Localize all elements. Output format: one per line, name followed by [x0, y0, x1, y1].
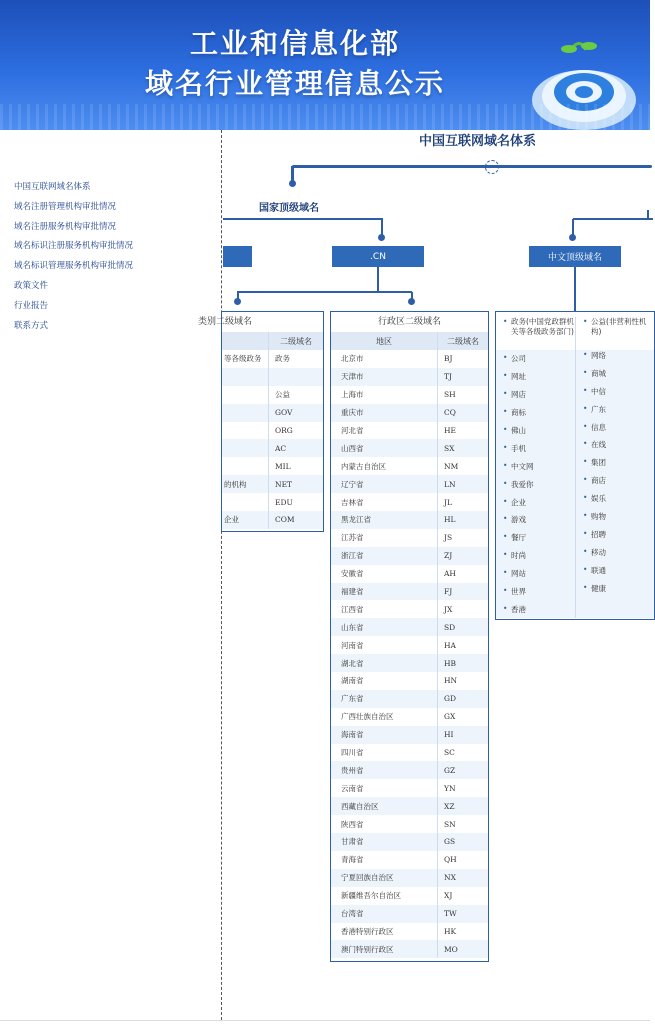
table-row: [222, 368, 323, 386]
connector-node: [485, 160, 499, 174]
table-cell: NX: [437, 869, 488, 887]
table-cell: • 我爱你: [496, 479, 575, 490]
table-cell: • 世界: [496, 586, 575, 597]
table-row: [331, 529, 488, 547]
table-cell: 河北省: [341, 426, 364, 435]
table-row: [496, 404, 654, 422]
table-cell: • 商城: [575, 368, 654, 386]
national-tld-label: 国家顶级域名: [259, 203, 319, 214]
diagram-title: 中国互联网域名体系: [419, 134, 537, 149]
table-row: [331, 493, 488, 511]
table-cell: CQ: [437, 404, 488, 422]
table-cell: HL: [437, 511, 488, 529]
connector: [377, 267, 379, 291]
table-cell: 贵州省: [341, 765, 364, 775]
table-row: [496, 439, 654, 457]
table-cell: SN: [437, 815, 488, 833]
table-cell: • 网址: [496, 371, 575, 382]
table-cell: • 网站: [496, 568, 575, 579]
connector-node: [408, 298, 415, 305]
table-cell: • 公司: [496, 353, 575, 364]
chinese-tld-box: 中文顶级域名: [529, 246, 621, 267]
table-row: [331, 672, 488, 690]
table-cell: GX: [437, 708, 488, 726]
table-cell: 陕西省: [341, 819, 364, 829]
connector: [647, 210, 649, 219]
connector-node: [569, 234, 576, 241]
cn-tld-box: .CN: [332, 246, 424, 267]
region-sld-caption: 行政区二级域名: [377, 317, 441, 327]
table-cell: GD: [437, 690, 488, 708]
table-cell: • 时尚: [496, 550, 575, 561]
table-cell: XZ: [437, 797, 488, 815]
table-row: [222, 493, 323, 511]
table-row: [331, 887, 488, 905]
connector: [223, 218, 383, 220]
table-cell: 安徽省: [341, 569, 364, 579]
table-cell: SC: [437, 744, 488, 762]
table-cell: HA: [437, 636, 488, 654]
table-header: 二级域名: [222, 332, 323, 350]
table-row: [496, 493, 654, 511]
table-row: [496, 475, 654, 493]
table-row: [331, 869, 488, 887]
table-cell: • 联通: [575, 565, 654, 583]
connector-node: [234, 298, 241, 305]
table-cell: 云南省: [341, 783, 364, 793]
table-cell: • 招聘: [575, 529, 654, 547]
table-cell: FJ: [437, 583, 488, 601]
table-cell: 等各级政务: [224, 354, 262, 364]
table-cell: 辽宁省: [341, 479, 364, 489]
table-cell: • 信息: [575, 422, 654, 440]
table-row: [331, 708, 488, 726]
table-row: [331, 690, 488, 708]
table-row: [331, 439, 488, 457]
table-row: [331, 386, 488, 404]
connector: [574, 267, 576, 311]
nav-item-domain-system[interactable]: 中国互联网域名体系: [14, 182, 91, 192]
table-cell: 湖南省: [341, 676, 364, 686]
table-cell: • 健康: [575, 583, 654, 601]
table-cell: XJ: [437, 887, 488, 905]
header-title-line1: 工业和信息化部: [189, 27, 400, 60]
category-sld-table: [198, 311, 324, 532]
table-row: [496, 547, 654, 565]
table-row: [496, 350, 654, 368]
table-cell: • 中信: [575, 386, 654, 404]
table-row: [331, 475, 488, 493]
table-row: [331, 404, 488, 422]
table-row: [331, 457, 488, 475]
table-cell: • 商标: [496, 407, 575, 418]
region-sld-table: [330, 311, 489, 962]
table-cell: QH: [437, 851, 488, 869]
footer-divider: [0, 1020, 650, 1021]
table-row: [331, 511, 488, 529]
table-cell: JS: [437, 529, 488, 547]
table-cell: 企业: [224, 515, 239, 525]
table-cell: 新疆维吾尔自治区: [341, 891, 401, 901]
sidebar-nav: [14, 178, 133, 336]
table-cell: HE: [437, 422, 488, 440]
table-cell: 黑龙江省: [341, 515, 371, 525]
table-row: [331, 923, 488, 941]
header-banner: [0, 0, 650, 130]
table-cell: 广东省: [341, 694, 364, 704]
table-row: [331, 636, 488, 654]
table-row: [496, 600, 654, 618]
table-cell: • 移动: [575, 547, 654, 565]
table-cell: 广西壮族自治区: [341, 712, 394, 722]
table-cell: • 香港: [496, 604, 575, 615]
table-cell: 政务: [268, 350, 323, 368]
table-cell: 公益: [268, 386, 323, 404]
nav-item-industry-reports[interactable]: 行业报告: [14, 300, 49, 311]
table-cell: AC: [268, 439, 323, 457]
table-cell: NET: [268, 475, 323, 493]
table-cell: 青海省: [341, 855, 364, 865]
table-row: [331, 744, 488, 762]
table-cell: 北京市: [341, 354, 364, 364]
table-cell: 宁夏回族自治区: [341, 873, 394, 883]
table-cell: 四川省: [341, 748, 364, 758]
table-cell: COM: [268, 511, 323, 529]
table-cell: 山西省: [341, 443, 364, 453]
table-cell: SH: [437, 386, 488, 404]
domain-tree-diagram: [198, 130, 650, 1020]
table-cell: SD: [437, 618, 488, 636]
table-row: [331, 618, 488, 636]
nav-item-policy-docs[interactable]: 政策文件: [14, 280, 49, 291]
table-row: [331, 547, 488, 565]
table-row: [331, 422, 488, 440]
nav-item-registrar-approval[interactable]: 域名注册服务机构审批情况: [14, 221, 117, 232]
table-cell: • 餐厅: [496, 532, 575, 543]
table-cell: 的机构: [224, 479, 247, 489]
table-cell: • 网络: [575, 350, 654, 368]
table-cell: GOV: [268, 404, 323, 422]
table-row: [331, 583, 488, 601]
table-cell: 西藏自治区: [341, 801, 379, 811]
table-cell: 上海市: [341, 390, 364, 400]
table-cell: [268, 368, 323, 386]
table-row: [222, 511, 323, 529]
table-row: [331, 600, 488, 618]
table-cell: • 购物: [575, 511, 654, 529]
table-cell: 吉林省: [341, 497, 364, 507]
table-cell: 江西省: [341, 604, 364, 614]
table-cell: YN: [437, 779, 488, 797]
table-cell: AH: [437, 565, 488, 583]
table-cell: 澳门特别行政区: [341, 944, 394, 954]
connector: [237, 291, 412, 293]
table-row: [331, 350, 488, 368]
table-cell: • 商店: [575, 475, 654, 493]
table-cell: BJ: [437, 350, 488, 368]
table-cell: JX: [437, 600, 488, 618]
connector: [573, 218, 653, 220]
table-cell: 浙江省: [341, 551, 364, 561]
table-cell: LN: [437, 475, 488, 493]
table-cell: HN: [437, 672, 488, 690]
table-row: [331, 815, 488, 833]
table-cell: 山东省: [341, 622, 364, 632]
table-row: [222, 386, 323, 404]
table-cell: • 企业: [496, 497, 575, 508]
table-row: [496, 386, 654, 404]
at-sign-logo-icon: [526, 38, 638, 130]
table-cell: JL: [437, 493, 488, 511]
table-cell: [575, 600, 654, 618]
table-cell: 内蒙古自治区: [341, 461, 386, 471]
table-cell: TW: [437, 905, 488, 923]
table-cell: 台湾省: [341, 909, 364, 919]
table-cell: MIL: [268, 457, 323, 475]
table-cell: GZ: [437, 761, 488, 779]
table-cell: 河南省: [341, 640, 364, 650]
table-cell: • 游戏: [496, 514, 575, 525]
table-row: [496, 529, 654, 547]
table-cell: • 中文网: [496, 461, 575, 472]
table-cell: MO: [437, 940, 488, 958]
table-cell: ORG: [268, 422, 323, 440]
table-cell: GS: [437, 833, 488, 851]
table-row: [496, 583, 654, 601]
table-row: [222, 350, 323, 368]
table-row: [331, 797, 488, 815]
table-row: [331, 654, 488, 672]
table-cell: NM: [437, 457, 488, 475]
table-cell: EDU: [268, 493, 323, 511]
table-row: [496, 511, 654, 529]
table-row: [222, 475, 323, 493]
table-row: [331, 368, 488, 386]
table-row: [222, 422, 323, 440]
table-cell: • 娱乐: [575, 493, 654, 511]
table-row: [331, 851, 488, 869]
table-cell: HB: [437, 654, 488, 672]
table-row: [331, 726, 488, 744]
connector-node: [378, 234, 385, 241]
table-row: [222, 439, 323, 457]
table-row: [496, 457, 654, 475]
table-header: • 政务(中国党政群机关等各级政务部门) • 公益(非营利性机构): [496, 312, 654, 350]
nav-item-identifier-registry-approval[interactable]: 域名标识管理服务机构审批情况: [14, 261, 134, 272]
table-row: [496, 368, 654, 386]
sidebar: [0, 130, 222, 1020]
table-row: [496, 422, 654, 440]
table-cell: 福建省: [341, 587, 364, 597]
category-sld-caption: 类别二级域名: [198, 317, 253, 327]
nav-item-identifier-registrar-approval[interactable]: 域名标识注册服务机构审批情况: [14, 241, 134, 252]
nav-item-contact[interactable]: 联系方式: [14, 320, 49, 331]
table-row: [331, 940, 488, 958]
table-row: [222, 457, 323, 475]
table-row: [331, 905, 488, 923]
table-row: [496, 565, 654, 583]
table-row: [331, 761, 488, 779]
table-cell: TJ: [437, 368, 488, 386]
table-cell: HI: [437, 726, 488, 744]
table-cell: • 佛山: [496, 425, 575, 436]
table-cell: 重庆市: [341, 408, 364, 418]
table-cell: • 网店: [496, 389, 575, 400]
left-partial-box: [223, 246, 252, 267]
table-cell: 湖北省: [341, 658, 364, 668]
chinese-tld-table: [495, 311, 655, 620]
table-cell: • 集团: [575, 457, 654, 475]
table-cell: 海南省: [341, 730, 364, 740]
header-title-line2: 域名行业管理信息公示: [144, 67, 445, 100]
table-row: [331, 565, 488, 583]
table-cell: SX: [437, 439, 488, 457]
table-cell: • 在线: [575, 439, 654, 457]
nav-item-registry-approval[interactable]: 域名注册管理机构审批情况: [14, 201, 117, 212]
table-cell: • 手机: [496, 443, 575, 454]
table-row: [331, 833, 488, 851]
table-cell: • 广东: [575, 404, 654, 422]
table-cell: 江苏省: [341, 533, 364, 543]
table-row: [331, 779, 488, 797]
table-cell: 香港特别行政区: [341, 926, 394, 936]
connector: [292, 165, 652, 168]
table-cell: ZJ: [437, 547, 488, 565]
table-cell: 甘肃省: [341, 837, 364, 847]
table-header: 地区 二级域名: [331, 332, 488, 350]
table-row: [222, 404, 323, 422]
connector-node: [289, 180, 296, 187]
table-cell: HK: [437, 923, 488, 941]
table-cell: 天津市: [341, 372, 364, 382]
